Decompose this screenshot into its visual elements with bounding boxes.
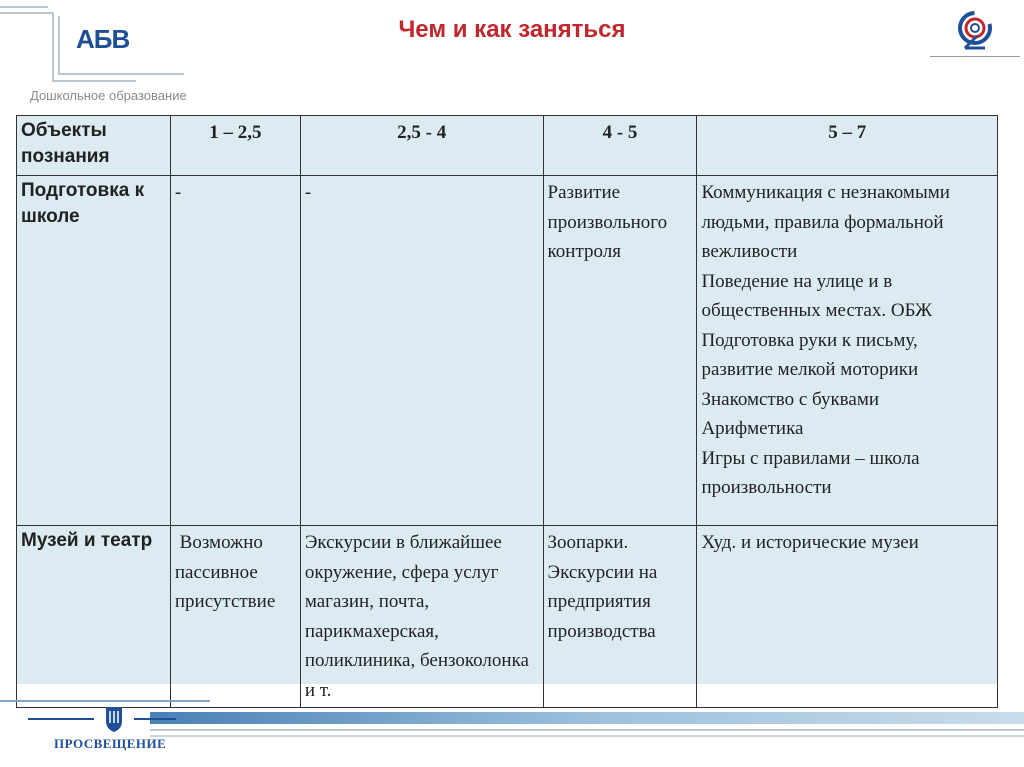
table-cell: Худ. и исторические музеи bbox=[697, 526, 998, 708]
table-cell: Возможно пассивное присутствие bbox=[170, 526, 300, 708]
row-label: Подготовка к школе bbox=[17, 176, 171, 526]
table-cell: Коммуникация с незнакомыми людьми, правила формальной вежливости Поведение на улице и в общественных местах. ОБЖ Подготовка руки к письму, развитие мелкой моторики Знакомство с буквами Арифметика Игры с правилами – школа произвольности bbox=[697, 176, 998, 526]
decor-line bbox=[0, 6, 48, 8]
decor-band bbox=[150, 712, 1024, 724]
header-cell: 1 – 2,5 bbox=[170, 116, 300, 176]
table-cell: Экскурсии в ближайшее окружение, сфера услуг магазин, почта, парикмахерская, поликлиника, бензоколонка и т. bbox=[300, 526, 543, 708]
row-label: Музей и театр bbox=[17, 526, 171, 708]
table-cell: - bbox=[300, 176, 543, 526]
header-cell: 2,5 - 4 bbox=[300, 116, 543, 176]
activities-table bbox=[16, 115, 998, 708]
divider bbox=[930, 56, 1020, 57]
publisher-logo-text: ПРОСВЕЩЕНИЕ bbox=[54, 736, 167, 751]
decor-line bbox=[0, 700, 210, 702]
header-cell: Объекты познания bbox=[17, 116, 171, 176]
divider bbox=[134, 718, 176, 720]
table-row bbox=[17, 526, 998, 708]
header-cell: 5 – 7 bbox=[697, 116, 998, 176]
table-cell: Развитие произвольного контроля bbox=[543, 176, 697, 526]
decor-line bbox=[58, 73, 184, 75]
header-cell: 4 - 5 bbox=[543, 116, 697, 176]
decor-line bbox=[0, 12, 52, 14]
decor-line bbox=[52, 80, 136, 82]
abv-logo: АБВ bbox=[76, 24, 130, 54]
divider bbox=[28, 718, 94, 720]
logo-subtitle: Дошкольное образование bbox=[30, 88, 187, 103]
prosveshchenie-emblem-icon bbox=[955, 8, 995, 52]
decor-line bbox=[150, 735, 1024, 737]
decor-line bbox=[150, 729, 1024, 731]
prosveshchenie-logo-icon bbox=[100, 705, 128, 733]
table-cell: - bbox=[170, 176, 300, 526]
table-cell: Зоопарки. Экскурсии на предприятия производства bbox=[543, 526, 697, 708]
table-row bbox=[17, 176, 998, 526]
table-header-row bbox=[17, 116, 998, 176]
page-title: Чем и как заняться bbox=[398, 16, 626, 43]
